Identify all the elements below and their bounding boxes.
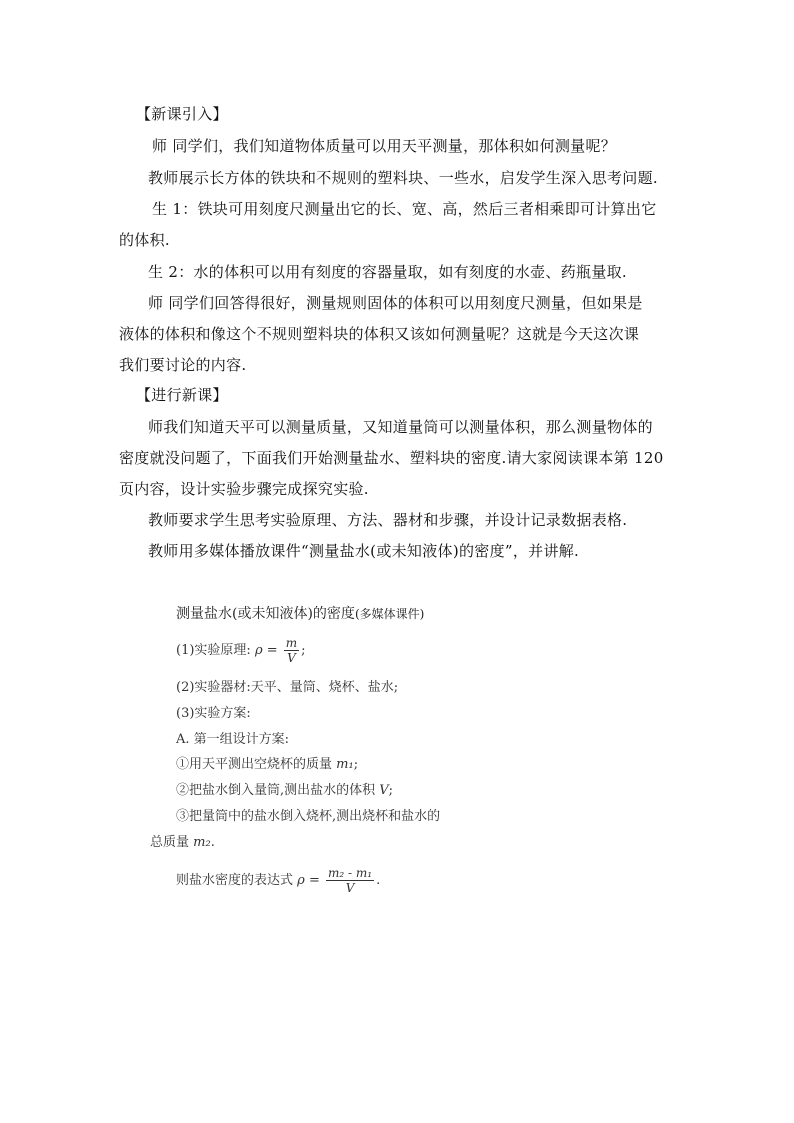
- expression-label: 则盐水密度的表达式: [176, 873, 294, 888]
- paragraph: 液体的体积和像这个不规则塑料块的体积又该如何测量呢？这就是今天这次课: [119, 325, 640, 343]
- semicolon: ;: [301, 643, 306, 658]
- paragraph: 师 同学们，我们知道物体质量可以用天平测量，那体积如何测量呢？: [152, 137, 617, 155]
- new-lesson-heading: 【进行新课】: [136, 386, 228, 404]
- principle-line: [176, 636, 306, 665]
- paragraph: 我们要讨论的内容.: [119, 356, 247, 374]
- plan-line: (3)实验方案:: [176, 706, 251, 721]
- expression-end: .: [376, 873, 381, 888]
- step-3: ③把量筒中的盐水倒入烧杯,测出烧杯和盐水的: [176, 809, 441, 824]
- step-2-variable: V: [379, 783, 389, 798]
- expression-line: [176, 866, 380, 895]
- step-1-end: ;: [353, 757, 359, 772]
- paragraph: 的体积.: [119, 231, 170, 249]
- figure-title-text: 测量盐水(或未知液体)的密度: [176, 606, 355, 622]
- expression-fraction: [326, 866, 374, 895]
- step-3-continued: [150, 831, 215, 850]
- paragraph: 生 2：水的体积可以用有刻度的容器量取，如有刻度的水壶、药瓶量取.: [148, 263, 627, 281]
- fraction-numerator: m: [285, 636, 298, 650]
- paragraph: 密度就没问题了，下面我们开始测量盐水、塑料块的密度.请大家阅读课本第 120: [119, 449, 664, 467]
- paragraph: 页内容，设计实验步骤完成探究实验.: [119, 480, 369, 498]
- step-1: [176, 753, 358, 772]
- figure-title-note: (多媒体课件): [354, 607, 425, 621]
- fraction-denominator: V: [287, 651, 296, 665]
- paragraph: 教师用多媒体播放课件“测量盐水(或未知液体)的密度”，并讲解.: [148, 542, 580, 560]
- paragraph: 教师要求学生思考实验原理、方法、器材和步骤，并设计记录数据表格.: [148, 511, 628, 529]
- step-2-text: ②把盐水倒入量筒,测出盐水的体积: [176, 783, 376, 798]
- figure-title: [176, 603, 424, 623]
- principle-label: (1)实验原理:: [176, 643, 251, 658]
- density-fraction: [284, 636, 299, 665]
- intro-heading: 【新课引入】: [136, 105, 228, 123]
- expression-numerator: m₂ - m₁: [328, 866, 373, 880]
- rho-symbol: ρ: [254, 643, 263, 658]
- step-2-end: ;: [388, 783, 394, 798]
- group-a-line: A. 第一组设计方案:: [176, 732, 290, 747]
- equals-sign: =: [308, 873, 320, 888]
- equipment-line: (2)实验器材:天平、量筒、烧杯、盐水;: [176, 680, 399, 695]
- step-1-variable: m₁: [336, 757, 354, 772]
- paragraph: 师我们知道天平可以测量质量，又知道量筒可以测量体积，那么测量物体的: [148, 418, 653, 436]
- step-2: [176, 779, 393, 798]
- paragraph: 生 1：铁块可用刻度尺测量出它的长、宽、高，然后三者相乘即可计算出它: [152, 200, 657, 218]
- step-3-variable: m₂: [193, 835, 211, 850]
- step-3-end: .: [210, 835, 215, 850]
- step-1-text: ①用天平测出空烧杯的质量: [176, 757, 333, 772]
- paragraph: 教师展示长方体的铁块和不规则的塑料块、一些水，启发学生深入思考问题.: [148, 169, 658, 187]
- rho-symbol: ρ: [297, 873, 305, 888]
- expression-denominator: V: [345, 881, 355, 895]
- paragraph: 师 同学们回答得很好，测量规则固体的体积可以用刻度尺测量，但如果是: [148, 294, 643, 312]
- step-3-text: 总质量: [150, 835, 190, 850]
- equals-sign: =: [266, 643, 278, 658]
